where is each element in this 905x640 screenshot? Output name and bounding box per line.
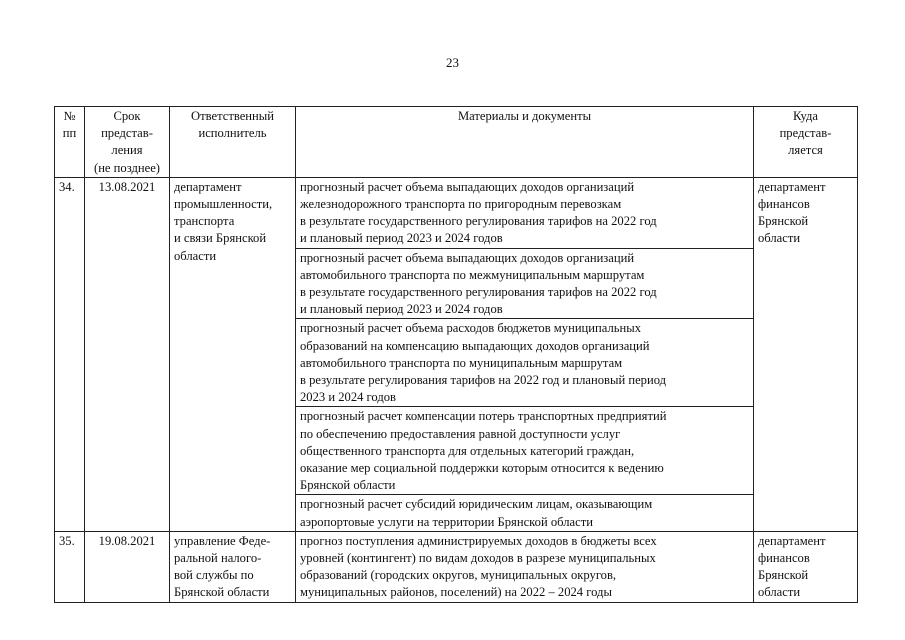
row-material: прогнозный расчет объема выпадающих доходов организаций автомобильного транспорта по межмуниципальным маршрутам в результате государственного регулирования тарифов на 2022 год и плановый период 2023 и 2024 годов — [296, 248, 754, 319]
row-destination: департамент финансов Брянской области — [754, 177, 858, 531]
header-deadline: Срок представ- ления (не позднее) — [85, 107, 170, 178]
table-row — [55, 177, 858, 248]
table-header-row — [55, 107, 858, 178]
table-row — [55, 531, 858, 602]
row-number: 34. — [55, 177, 85, 531]
row-executor: управление Феде- ральной налого- вой службы по Брянской области — [170, 531, 296, 602]
row-executor: департамент промышленности, транспорта и связи Брянской области — [170, 177, 296, 531]
header-materials: Материалы и документы — [296, 107, 754, 178]
materials-table — [54, 106, 858, 603]
row-deadline: 19.08.2021 — [85, 531, 170, 602]
row-material: прогноз поступления администрируемых доходов в бюджеты всех уровней (контингент) по видам доходов в разрезе муниципальных образований (городских округов, муниципальных округов, муниципальных районов, поселений) на 2022 – 2024 годы — [296, 531, 754, 602]
row-material: прогнозный расчет объема расходов бюджетов муниципальных образований на компенсацию выпадающих доходов организаций автомобильного транспорта по муниципальным маршрутам в результате регулирования тарифов на 2022 год и плановый период 2023 и 2024 годов — [296, 319, 754, 407]
header-destination: Куда представ- ляется — [754, 107, 858, 178]
row-material: прогнозный расчет объема выпадающих доходов организаций железнодорожного транспорта по пригородным перевозкам в результате государственного регулирования тарифов на 2022 год и плановый период 2023 и 2024 годов — [296, 177, 754, 248]
row-destination: департамент финансов Брянской области — [754, 531, 858, 602]
row-material: прогнозный расчет субсидий юридическим лицам, оказывающим аэропортовые услуги на территории Брянской области — [296, 495, 754, 531]
row-number: 35. — [55, 531, 85, 602]
header-number: № пп — [55, 107, 85, 178]
row-deadline: 13.08.2021 — [85, 177, 170, 531]
page-number: 23 — [446, 55, 459, 70]
row-material: прогнозный расчет компенсации потерь транспортных предприятий по обеспечению предоставления равной доступности услуг общественного транспорта для отдельных категорий граждан, оказание мер социальной поддержки которым относится к ведению Брянской области — [296, 407, 754, 495]
header-executor: Ответственный исполнитель — [170, 107, 296, 178]
